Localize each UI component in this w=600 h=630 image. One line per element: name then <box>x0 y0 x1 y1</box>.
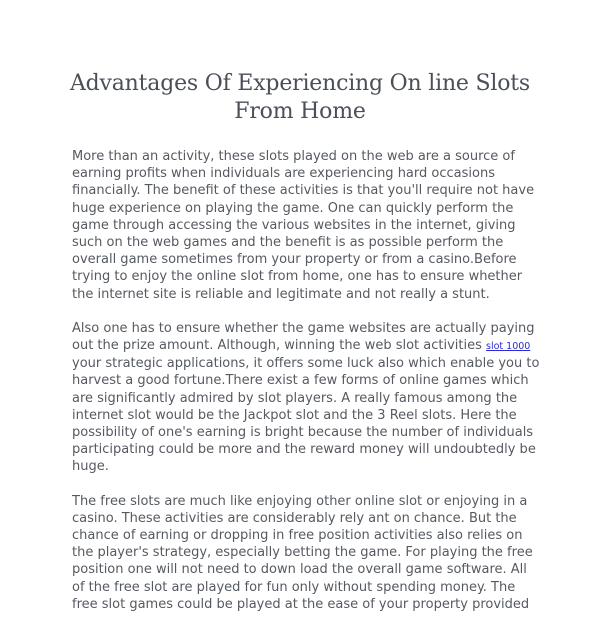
paragraph-2-text-after-link: your strategic applications, it offers some luck also which enable you to harvest a good fortune.There exist a few forms of online games which are significantly admired by slot players. A really famous among the internet slot would be the Jackpot slot and the 3 Reel slots. Here the possibility of one's earning is bright because the number of individuals participating could be more and the reward money will undoubtedly be huge. <box>72 356 540 475</box>
slot-1000-link[interactable]: slot 1000 <box>486 341 531 353</box>
article-body <box>72 148 542 630</box>
article-title: Advantages Of Experiencing On line Slots From Home <box>69 71 531 124</box>
paragraph-2-text-before-link: Also one has to ensure whether the game websites are actually paying out the prize amount. Although, winning the web slot activities <box>72 320 535 354</box>
paragraph-1: More than an activity, these slots played on the web are a source of earning profits when individuals are experiencing hard occasions financially. The benefit of these activities is that you'll require not have huge experience on playing the game. One can quickly perform the game through accessing the various websites in the internet, giving such on the web games and the benefit is as possible perform the overall game sometimes from your property or from a casino.Before trying to enjoy the online slot from home, one has to ensure whether the internet site is reliable and legitimate and not really a stunt. <box>72 149 535 302</box>
paragraph-2 <box>72 320 542 476</box>
paragraph-3: The free slots are much like enjoying other online slot or enjoying in a casino. These activities are considerably rely ant on chance. But the chance of earning or dropping in free position activities also relies on the player's strategy, especially betting the game. For playing the free position one will not need to down load the overall game software. All of the free slot are played for fun only without spending money. The free slot games could be played at the ease of your property provided <box>72 493 533 612</box>
